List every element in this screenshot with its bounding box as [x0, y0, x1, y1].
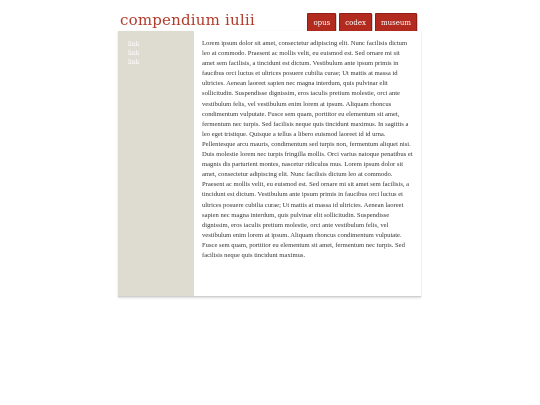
nav-button-codex[interactable]: codex	[339, 13, 372, 33]
content-area[interactable]	[194, 31, 421, 296]
body-text: Lorem ipsum dolor sit amet, consectetur adipiscing elit. Nunc facilisis dictum leo at commodo. Praesent ac mollis velit, eu euismod est. Sed ornare mi sit amet sem facilisis, a tincidunt est dictum. Vestibulum ante ipsum primis in faucibus orci luctus et ultrices posuere cubilia curae; Ut mattis at massa id ultricies. Aenean laoreet sapien nec magna interdum, quis pulvinar elit sollicitudin. Suspendisse dignissim, eros iaculis pretium molestie, orci ante vestibulum felis, vel vestibulum enim lorem at ipsum. Aliquam rhoncus condimentum vulputate. Fusce sem quam, porttitor eu elementum sit amet, fermentum nec turpis. Sed facilisis neque quis tincidunt maximus. In sagittis a leo eget tristique. Quisque a tellus a libero euismod laoreet id id urna. Pellentesque arcu mauris, condimentum sed turpis non, fermentum aliquet nisi. Duis molestie lorem nec turpis fringilla mollis. Orci varius natoque penatibus et magnis dis parturient montes, nascetur ridiculus mus. Lorem ipsum dolor sit amet, consectetur adipiscing elit. Nunc facilisis dictum leo at commodo. Praesent ac mollis velit, eu euismod est. Sed ornare mi sit amet sem facilisis, a tincidunt est dictum. Vestibulum ante ipsum primis in faucibus orci luctus et ultrices posuere cubilia curae; Ut mattis at massa id ultricies. Aenean laoreet sapien nec magna interdum, quis pulvinar elit sollicitudin. Suspendisse dignissim, eros iaculis pretium molestie, orci ante vestibulum felis, vel vestibulum enim lorem at ipsum. Aliquam rhoncus condimentum vulputate. Fusce sem quam, porttitor eu elementum sit amet, fermentum nec turpis. Sed facilisis neque quis tincidunt maximus.	[202, 40, 413, 259]
sidebar-link[interactable]: link	[128, 50, 140, 57]
site-logo[interactable]: compendium iulii	[120, 11, 255, 29]
sidebar-link[interactable]: link	[128, 59, 140, 66]
top-nav	[307, 13, 417, 33]
nav-button-museum[interactable]: museum	[375, 13, 417, 33]
sidebar	[118, 31, 194, 296]
nav-button-opus[interactable]: opus	[307, 13, 336, 33]
main-container	[118, 31, 421, 297]
sidebar-links	[128, 40, 139, 67]
sidebar-link[interactable]: link	[128, 41, 140, 48]
